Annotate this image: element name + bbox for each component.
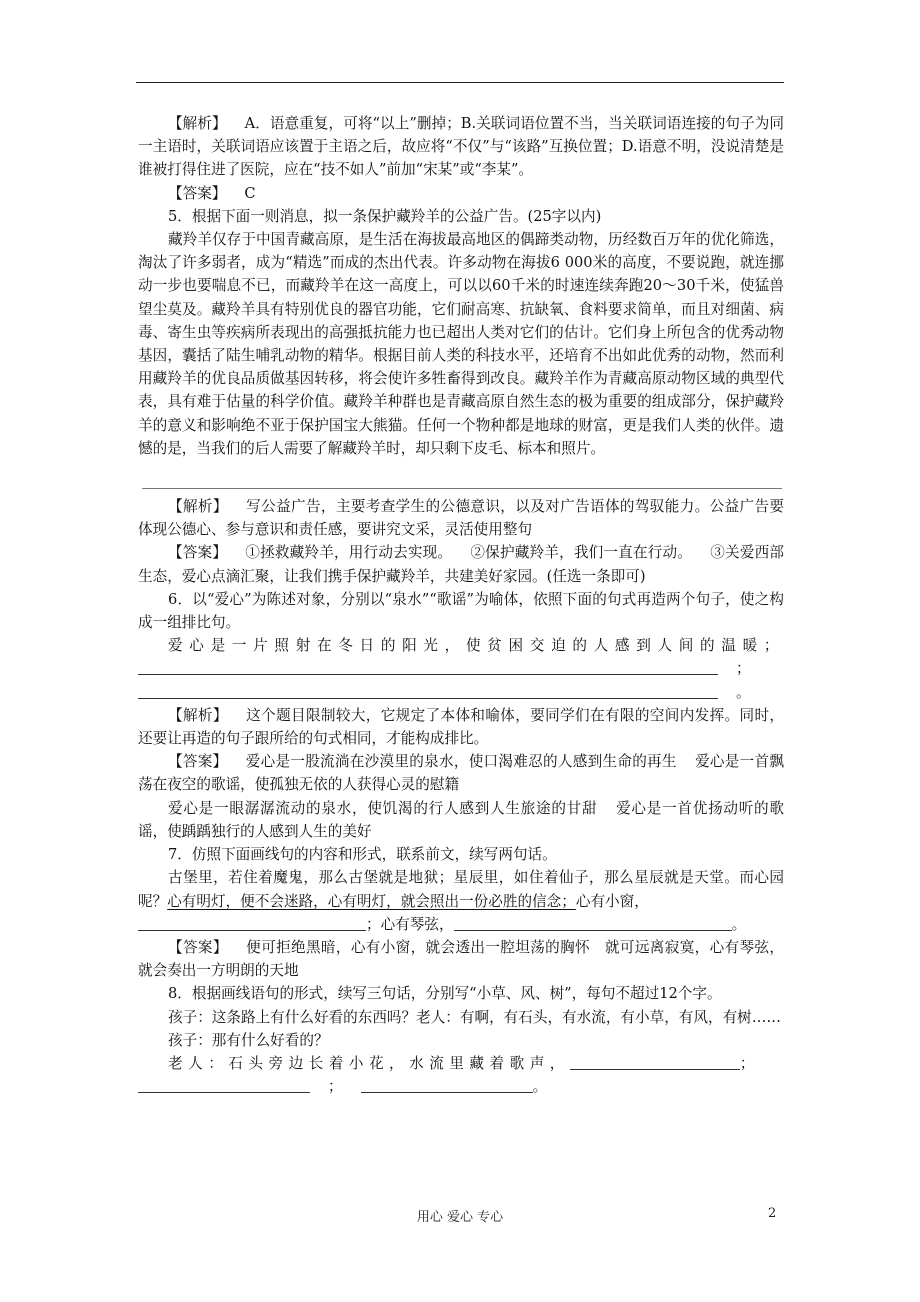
q8-dialogue-3	[138, 1052, 784, 1075]
analysis-text: 写公益广告，主要考查学生的公德意识，以及对广告语体的驾驭能力。公益广告要体现公德心、参与意识和责任感，要讲究文采，灵活使用整句	[138, 498, 784, 539]
q6-analysis	[138, 704, 784, 750]
q6-answer-a	[138, 750, 784, 796]
answer-option-1: ①拯救藏羚羊，用行动去实现。	[245, 544, 453, 562]
analysis-text: A．语意重复，可将“以上”删掉；B.关联词语位置不当，当关联词语连接的句子为同一主语时，关联词语应该置于主语之后，故应将“不仅”与“该路”互换位置；D.语意不明，没说清楚是谁被打得住进了医院，应在“技不如人”前加“宋某”或“李某”。	[138, 115, 784, 179]
fill-blank[interactable]	[454, 916, 732, 931]
header-rule	[136, 82, 784, 83]
q5-answer	[138, 541, 784, 587]
answer-label: 【答案】	[168, 753, 228, 771]
page-content	[138, 112, 784, 1098]
answer-option-2: ②保护藏羚羊，我们一直在行动。	[470, 544, 693, 562]
q7-text	[138, 866, 784, 912]
answer-sentence: 爱心是一眼潺潺流动的泉水，使饥渴的行人感到人生旅途的甘甜	[168, 799, 598, 817]
fill-blank[interactable]	[138, 1078, 310, 1093]
answer-text: C	[244, 184, 256, 202]
q6-answer-b	[138, 797, 784, 843]
q7-blank-line	[138, 913, 784, 936]
answer-option-3: ③关爱西部生态，爱心点滴汇聚，让我们携手保护藏羚羊，共建美好家园。(任选一条即可)	[138, 544, 784, 585]
semicolon: ；	[328, 1078, 343, 1096]
fill-blank[interactable]	[570, 1055, 740, 1070]
q8-dialogue-2: 孩子：那有什么好看的？	[168, 1031, 329, 1049]
footer-motto: 用心 爱心 专心	[416, 1210, 504, 1225]
q8-blank-line	[138, 1075, 784, 1098]
answer-sentence: 爱心是一股流淌在沙漠里的泉水，使口渴难忍的人感到生命的再生	[245, 753, 677, 771]
q8-prompt: 老人：石头旁边长着小花，水流里藏着歌声，	[168, 1054, 570, 1072]
answer-sentence: 爱心是一首飘荡在夜空的歌谣，使孤独无依的人获得心灵的慰籍	[138, 753, 784, 794]
answer-label: 【答案】	[168, 184, 227, 202]
analysis-label: 【解析】	[168, 498, 228, 516]
analysis-label: 【解析】	[168, 706, 228, 724]
q7-lead: 古堡里，若住着魔鬼，那么古堡就是地狱；星辰里，如住着仙子，那么星辰就是天堂。而心园呢？	[138, 869, 784, 910]
q7-prompt-1: 心有小窗，	[575, 892, 649, 910]
analysis-text: 这个题目限制较大，它规定了本体和喻体，要同学们在有限的空间内发挥。同时，还要让再造的句子跟所给的句式相同，才能构成排比。	[138, 706, 784, 748]
q7-underlined-sentence: 心有明灯，便不会迷路，心有明灯，就会照出一份必胜的信念；	[167, 892, 576, 910]
q5-analysis	[138, 495, 784, 541]
q7-question: 7．仿照下面画线句的内容和形式，联系前文，续写两句话。	[168, 846, 557, 864]
answer-text: 便可拒绝黑暗，心有小窗，就会透出一腔坦荡的胸怀 就可远离寂寞，心有琴弦，就会奏出一方明朗的天地	[138, 938, 784, 980]
q5-passage: 藏羚羊仅存于中国青藏高原，是生活在海拔最高地区的偶蹄类动物，历经数百万年的优化筛选，淘汰了许多弱者，成为“精选”而成的杰出代表。许多动物在海拔6 000米的高度，不要说跑，就连挪动一步也要喘息不已，而藏羚羊在这一高度上，可以以60千米的时速连续奔跑20～30千米，使猛兽望尘莫及。藏羚羊具有特别优良的器官功能，它们耐高寒、抗缺氧、食料要求简单，而且对细菌、病毒、寄生虫等疾病所表现出的高强抵抗能力也已超出人类对它们的估计。它们身上所包含的优秀动物基因，囊括了陆生哺乳动物的精华。根据目前人类的科技水平，还培育不出如此优秀的动物，然而利用藏羚羊的优良品质做基因转移，将会使许多牲畜得到改良。藏羚羊作为青藏高原动物区域的典型代表，具有难于估量的科学价值。藏羚羊种群也是青藏高原自然生态的极为重要的组成部分，保护藏羚羊的意义和影响绝不亚于保护国宝大熊猫。任何一个物种都是地球的财富，更是我们人类的伙伴。遗憾的是，当我们的后人需要了解藏羚羊时，却只剩下皮毛、标本和照片。	[138, 231, 784, 457]
fill-blank[interactable]	[138, 660, 718, 675]
period: 。	[736, 683, 751, 701]
analysis-label: 【解析】	[168, 115, 227, 132]
semicolon: ；	[739, 1054, 760, 1072]
page-number: 2	[768, 1206, 777, 1221]
q6-question: 6．以“爱心”为陈述对象，分别以“泉水”“歌谣”为喻体，依照下面的句式再造两个句子，使之构成一组排比句。	[138, 590, 784, 632]
q6-blank-line-2	[138, 681, 784, 704]
q6-blank-line-1	[138, 657, 784, 680]
q7-prompt-2: ；心有琴弦，	[366, 915, 454, 933]
fill-blank[interactable]	[361, 1078, 533, 1093]
q4-analysis	[138, 112, 784, 182]
semicolon: ；	[736, 660, 751, 678]
answer-label: 【答案】	[168, 938, 228, 956]
answer-label: 【答案】	[168, 544, 228, 562]
q6-sample-sentence: 爱心是一片照射在冬日的阳光，使贫困交迫的人感到人间的温暖；	[168, 637, 784, 655]
q8-question: 8．根据画线语句的形式，续写三句话，分别写“小草、风、树”，每句不超过12个字。	[168, 985, 722, 1003]
q5-question: 5．根据下面一则消息，拟一条保护藏羚羊的公益广告。(25字以内)	[168, 207, 602, 225]
period: 。	[731, 915, 747, 933]
q7-answer	[138, 936, 784, 982]
fill-blank[interactable]	[138, 684, 718, 699]
q4-answer	[138, 182, 784, 205]
q5-answer-line	[142, 466, 782, 489]
q8-dialogue-1: 孩子：这条路上有什么好看的东西吗？老人：有啊，有石头，有水流，有小草，有风，有树……	[168, 1008, 781, 1026]
answer-sentence: 爱心是一首优扬动听的歌谣，使踽踽独行的人感到人生的美好	[138, 799, 784, 840]
period: 。	[532, 1078, 548, 1096]
fill-blank[interactable]	[138, 916, 366, 931]
